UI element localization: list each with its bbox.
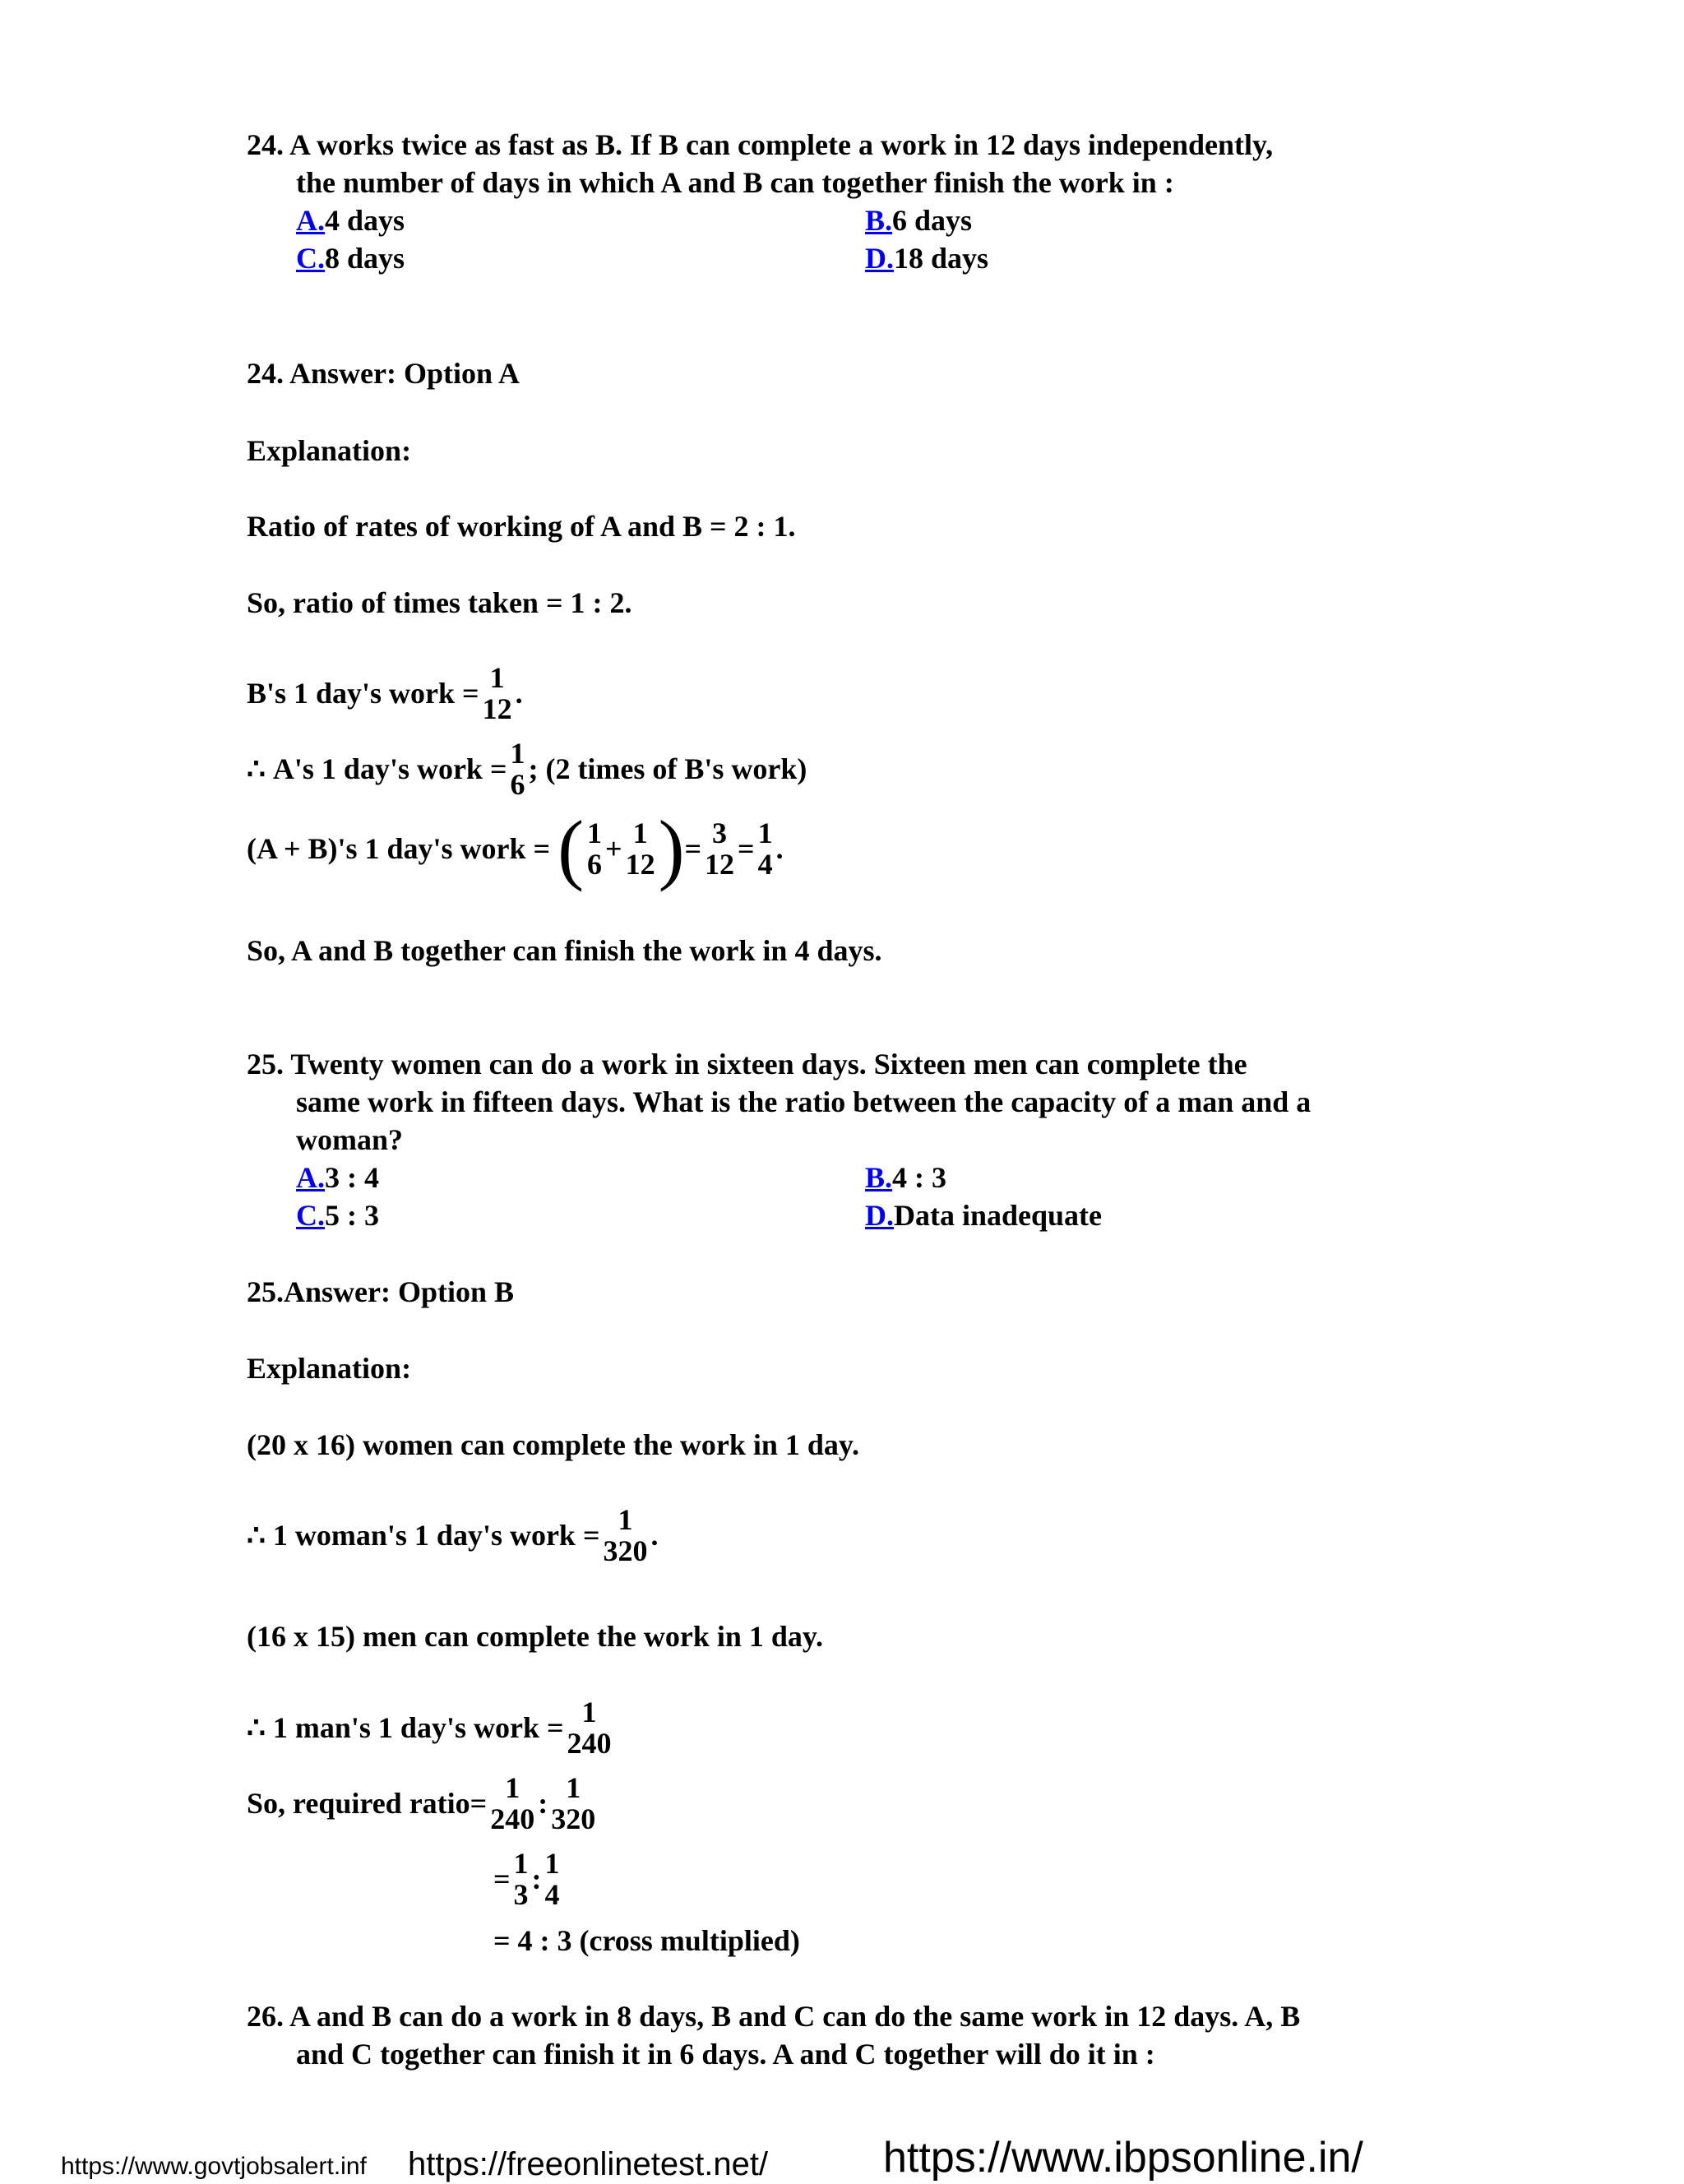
q25-option-b-text: 4 : 3 [892, 1161, 947, 1194]
q24-ratio-times: So, ratio of times taken = 1 : 2. [247, 586, 632, 619]
footer-link-govtjobsalert[interactable]: https://www.govtjobsalert.inf [61, 2154, 367, 2179]
therefore-symbol: ∴ [247, 1711, 266, 1744]
fraction-denominator: 4 [544, 1878, 560, 1911]
q24-option-a-text: 4 days [325, 204, 405, 237]
q24-conclusion: So, A and B together can finish the work in 4 days. [247, 934, 882, 967]
fraction-denominator: 12 [482, 692, 512, 725]
q24-option-c-link[interactable]: C. [296, 242, 325, 275]
man-work-prefix: 1 man's 1 day's work = [272, 1711, 564, 1744]
q24-option-b-text: 6 days [892, 204, 973, 237]
q25-final-ratio: = 4 : 3 (cross multiplied) [493, 1924, 800, 1957]
plus-sign: + [605, 832, 622, 865]
q25-men-line: (16 x 15) men can complete the work in 1 day. [247, 1620, 823, 1653]
q24-option-a-link[interactable]: A. [296, 204, 325, 237]
q25-option-b-link[interactable]: B. [865, 1161, 893, 1194]
a-work-prefix: A's 1 day's work = [272, 752, 507, 785]
question-25-line-1: 25. Twenty women can do a work in sixteen days. Sixteen men can complete the [247, 1048, 1247, 1080]
fraction-numerator: 1 [510, 737, 525, 770]
fraction [481, 663, 514, 724]
fraction-numerator: 1 [544, 1847, 560, 1880]
fraction-denominator: 240 [490, 1802, 535, 1835]
equals-sign: = [493, 1862, 511, 1895]
fraction-numerator: 1 [618, 1503, 633, 1536]
q24-option-c [296, 243, 405, 273]
ratio-prefix: So, required ratio= [247, 1787, 488, 1820]
q25-option-d-link[interactable]: D. [865, 1199, 894, 1232]
fraction-denominator: 320 [551, 1802, 596, 1835]
q24-option-d [865, 243, 988, 273]
period: . [650, 1519, 659, 1552]
fraction-numerator: 1 [513, 1847, 529, 1880]
q25-option-c [296, 1201, 379, 1230]
question-25-line-3: woman? [296, 1123, 404, 1156]
fraction-numerator: 1 [566, 1771, 581, 1804]
q24-a-work-line [247, 738, 807, 799]
fraction [549, 1773, 597, 1834]
q25-option-d [865, 1201, 1102, 1230]
fraction-denominator: 12 [625, 848, 655, 881]
q25-option-c-text: 5 : 3 [325, 1199, 379, 1232]
fraction [756, 818, 775, 879]
q25-woman-work-line [247, 1505, 658, 1566]
fraction-numerator: 1 [757, 817, 773, 849]
open-paren: ( [557, 804, 585, 892]
fraction-numerator: 1 [505, 1771, 520, 1804]
question-24-line-1: 24. A works twice as fast as B. If B can complete a work in 12 days independently, [247, 128, 1274, 161]
footer-link-freeonlinetest[interactable]: https://freeonlinetest.net/ [408, 2146, 769, 2182]
fraction [488, 1773, 536, 1834]
fraction-denominator: 3 [513, 1878, 529, 1911]
q24-option-a [296, 206, 405, 235]
close-paren: ) [658, 804, 685, 892]
fraction-denominator: 12 [705, 848, 735, 881]
therefore-symbol: ∴ [247, 1519, 266, 1552]
question-24-line-2: the number of days in which A and B can together finish the work in : [296, 166, 1174, 199]
fraction [512, 1849, 530, 1909]
question-25-line-2: same work in fifteen days. What is the ratio between the capacity of a man and a [296, 1085, 1312, 1118]
q25-ratio-line [247, 1773, 599, 1834]
footer-link-ibpsonline[interactable]: https://www.ibpsonline.in/ [883, 2134, 1363, 2182]
fraction [624, 818, 657, 879]
q25-man-work-line [247, 1697, 614, 1758]
fraction-denominator: 320 [603, 1534, 648, 1567]
q25-women-line: (20 x 16) women can complete the work in 1 day. [247, 1428, 859, 1461]
fraction-denominator: 6 [587, 848, 603, 881]
fraction [703, 818, 736, 879]
fraction [544, 1849, 562, 1909]
b-work-prefix: B's 1 day's work = [247, 677, 479, 710]
fraction-numerator: 1 [489, 661, 505, 694]
colon: : [538, 1787, 548, 1820]
q25-explanation-label: Explanation: [247, 1352, 412, 1385]
equals-sign: = [684, 832, 702, 865]
fraction-numerator: 3 [712, 817, 728, 849]
fraction [508, 738, 526, 799]
colon: : [531, 1862, 542, 1895]
period: . [775, 832, 784, 865]
woman-work-prefix: 1 woman's 1 day's work = [272, 1519, 600, 1552]
q24-explanation-label: Explanation: [247, 434, 412, 467]
q24-b-work-line [247, 663, 523, 724]
fraction-denominator: 240 [567, 1727, 612, 1760]
q24-option-d-link[interactable]: D. [865, 242, 894, 275]
q25-ratio-step-2 [493, 1849, 563, 1909]
fraction-denominator: 6 [510, 768, 525, 801]
fraction [601, 1505, 649, 1566]
q25-answer: 25.Answer: Option B [247, 1275, 515, 1308]
q24-ratio-rates: Ratio of rates of working of A and B = 2 : 1. [247, 510, 796, 543]
ab-work-prefix: (A + B)'s 1 day's work = [247, 832, 551, 865]
equals-sign: = [738, 832, 755, 865]
q25-option-d-text: Data inadequate [894, 1199, 1103, 1232]
question-26-line-1: 26. A and B can do a work in 8 days, B and C can do the same work in 12 days. A, B [247, 2000, 1301, 2033]
question-26-line-2: and C together can finish it in 6 days. A and C together will do it in : [296, 2038, 1155, 2071]
q24-answer: 24. Answer: Option A [247, 357, 520, 390]
a-work-suffix: ; (2 times of B's work) [528, 752, 807, 785]
fraction [585, 818, 604, 879]
q24-option-b [865, 206, 972, 235]
q25-option-a-text: 3 : 4 [325, 1161, 379, 1194]
fraction-denominator: 4 [757, 848, 773, 881]
fraction-numerator: 1 [581, 1696, 597, 1728]
fraction-numerator: 1 [587, 817, 603, 849]
q24-option-c-text: 8 days [325, 242, 405, 275]
fraction-numerator: 1 [632, 817, 648, 849]
q25-option-a [296, 1163, 379, 1192]
q24-option-b-link[interactable]: B. [865, 204, 893, 237]
q25-option-b [865, 1163, 946, 1192]
q24-option-d-text: 18 days [894, 242, 989, 275]
q25-option-a-link[interactable]: A. [296, 1161, 325, 1194]
therefore-symbol: ∴ [247, 752, 266, 785]
q25-option-c-link[interactable]: C. [296, 1199, 325, 1232]
q24-ab-work-line [247, 804, 784, 892]
period: . [515, 677, 523, 710]
fraction [565, 1697, 613, 1758]
